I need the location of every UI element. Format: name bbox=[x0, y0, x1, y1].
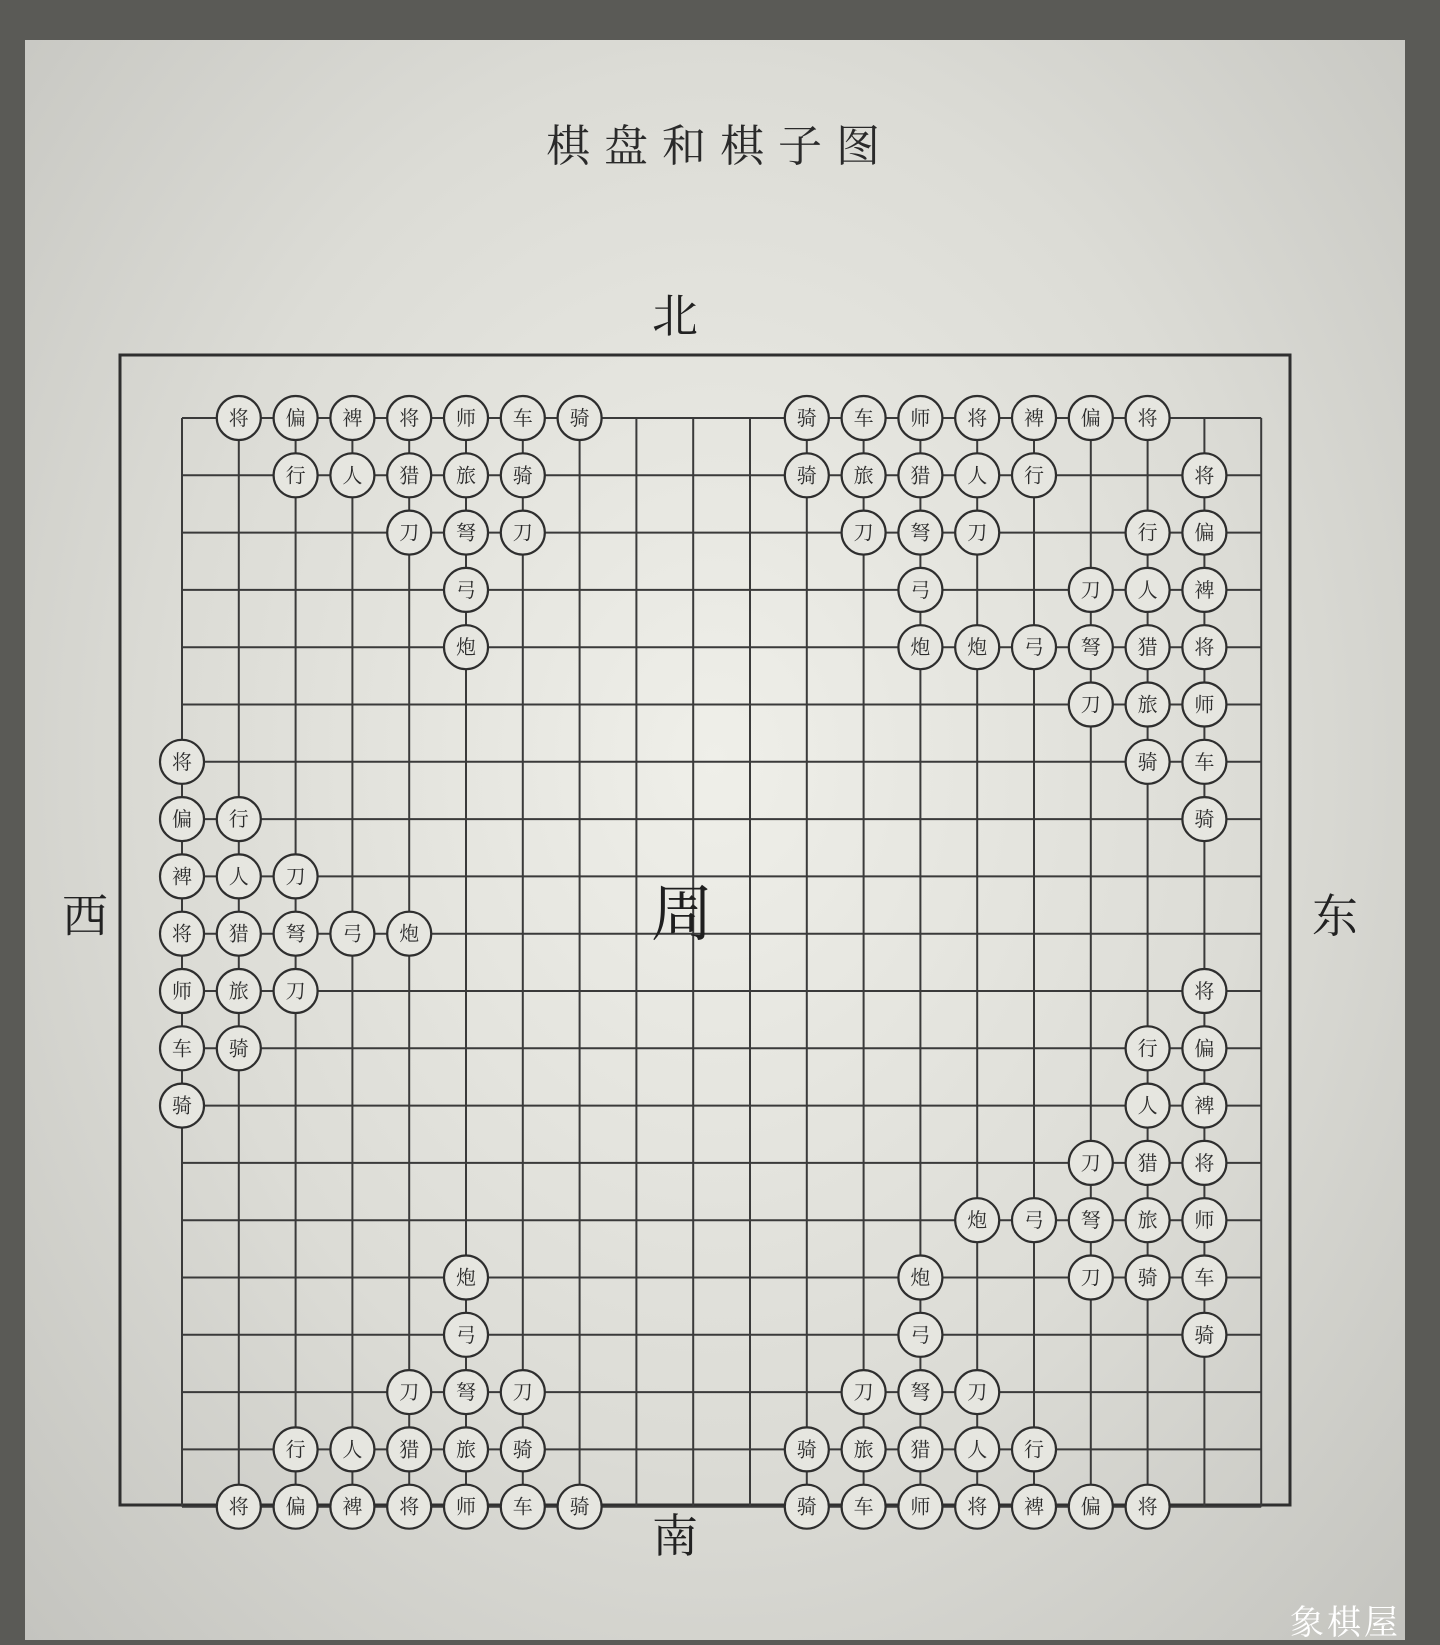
piece bbox=[217, 912, 261, 956]
piece bbox=[387, 511, 431, 555]
piece bbox=[1069, 1198, 1113, 1242]
piece bbox=[160, 969, 204, 1013]
piece-label: 裨 bbox=[172, 864, 192, 889]
piece-label: 偏 bbox=[1194, 520, 1215, 545]
piece bbox=[955, 396, 999, 440]
piece-label: 车 bbox=[512, 1494, 533, 1519]
piece bbox=[842, 511, 886, 555]
piece-label: 将 bbox=[1137, 406, 1158, 430]
piece bbox=[387, 1370, 431, 1414]
piece bbox=[160, 1084, 204, 1128]
piece-label: 弩 bbox=[1080, 1208, 1101, 1233]
piece-label: 炮 bbox=[456, 1265, 476, 1290]
piece bbox=[558, 1485, 602, 1529]
piece bbox=[955, 453, 999, 497]
piece-label: 将 bbox=[967, 1494, 988, 1519]
piece bbox=[1069, 625, 1113, 669]
piece bbox=[501, 453, 545, 497]
piece-label: 车 bbox=[172, 1036, 192, 1061]
piece-label: 将 bbox=[172, 749, 192, 774]
piece bbox=[387, 396, 431, 440]
piece-label: 刀 bbox=[1080, 1265, 1101, 1290]
piece bbox=[898, 1427, 942, 1471]
piece-label: 骑 bbox=[796, 1437, 817, 1462]
piece-label: 猎 bbox=[1137, 1150, 1158, 1175]
piece bbox=[1012, 625, 1056, 669]
watermark: 象棋屋 bbox=[1290, 1603, 1401, 1643]
piece bbox=[217, 396, 261, 440]
piece-label: 骑 bbox=[1137, 749, 1158, 774]
piece bbox=[387, 453, 431, 497]
center-label: 周 bbox=[650, 877, 714, 950]
piece bbox=[1012, 1427, 1056, 1471]
piece bbox=[898, 1256, 942, 1300]
piece-label: 裨 bbox=[342, 1494, 363, 1519]
piece-label: 偏 bbox=[1194, 1036, 1215, 1061]
direction-south: 南 bbox=[652, 1509, 698, 1563]
piece-label: 猎 bbox=[910, 1437, 931, 1462]
piece bbox=[444, 1485, 488, 1529]
piece-label: 骑 bbox=[512, 463, 533, 488]
piece-label: 弓 bbox=[342, 921, 363, 946]
piece bbox=[387, 1427, 431, 1471]
piece bbox=[160, 740, 204, 784]
piece-label: 行 bbox=[1137, 1036, 1158, 1061]
piece-label: 人 bbox=[228, 864, 249, 889]
piece-label: 将 bbox=[1137, 1494, 1158, 1519]
piece bbox=[1182, 797, 1226, 841]
piece-label: 车 bbox=[853, 1494, 874, 1519]
piece-label: 车 bbox=[1194, 749, 1215, 774]
piece-label: 弩 bbox=[285, 921, 306, 946]
piece-label: 骑 bbox=[228, 1036, 249, 1061]
piece bbox=[1126, 1026, 1170, 1070]
piece-label: 行 bbox=[1024, 1437, 1044, 1462]
piece-label: 将 bbox=[1194, 463, 1215, 488]
piece bbox=[217, 1026, 261, 1070]
piece bbox=[274, 1427, 318, 1471]
piece bbox=[330, 1485, 374, 1529]
piece bbox=[1182, 511, 1226, 555]
direction-west: 西 bbox=[62, 889, 108, 943]
piece-label: 骑 bbox=[796, 463, 817, 488]
piece bbox=[898, 396, 942, 440]
piece bbox=[1126, 1084, 1170, 1128]
piece bbox=[1126, 1485, 1170, 1529]
piece-label: 旅 bbox=[456, 463, 476, 488]
piece-label: 弩 bbox=[910, 520, 931, 545]
piece-label: 弩 bbox=[1080, 635, 1101, 660]
piece bbox=[898, 511, 942, 555]
piece-label: 刀 bbox=[967, 520, 988, 545]
piece-label: 弩 bbox=[910, 1380, 931, 1405]
piece-label: 刀 bbox=[1080, 692, 1101, 717]
piece-label: 骑 bbox=[512, 1437, 533, 1462]
piece-label: 刀 bbox=[853, 1380, 874, 1405]
piece bbox=[444, 1256, 488, 1300]
piece bbox=[1182, 1313, 1226, 1357]
piece bbox=[1012, 1485, 1056, 1529]
piece bbox=[501, 396, 545, 440]
piece bbox=[330, 453, 374, 497]
piece-label: 弓 bbox=[910, 1322, 931, 1347]
piece bbox=[217, 854, 261, 898]
piece bbox=[842, 1370, 886, 1414]
piece-label: 裨 bbox=[1024, 1494, 1044, 1519]
piece-label: 炮 bbox=[967, 1208, 988, 1233]
piece bbox=[955, 1370, 999, 1414]
piece bbox=[1182, 625, 1226, 669]
piece bbox=[1012, 453, 1056, 497]
piece-label: 刀 bbox=[285, 864, 306, 889]
piece-label: 将 bbox=[228, 406, 249, 430]
piece-label: 弩 bbox=[456, 1380, 476, 1405]
piece bbox=[1126, 1198, 1170, 1242]
piece-label: 旅 bbox=[1137, 692, 1158, 717]
piece-label: 刀 bbox=[1080, 1150, 1101, 1175]
piece-label: 刀 bbox=[512, 1380, 533, 1405]
piece-label: 将 bbox=[172, 921, 192, 946]
direction-east: 东 bbox=[1312, 889, 1358, 943]
piece bbox=[955, 1198, 999, 1242]
piece-label: 旅 bbox=[853, 1437, 874, 1462]
piece bbox=[274, 396, 318, 440]
piece-label: 骑 bbox=[796, 1494, 817, 1519]
piece bbox=[1126, 683, 1170, 727]
piece bbox=[1126, 1256, 1170, 1300]
piece bbox=[785, 1427, 829, 1471]
piece-label: 炮 bbox=[967, 635, 988, 660]
piece bbox=[1126, 740, 1170, 784]
piece bbox=[1182, 683, 1226, 727]
piece-label: 裨 bbox=[1194, 577, 1215, 602]
piece bbox=[501, 1485, 545, 1529]
piece bbox=[1069, 1141, 1113, 1185]
piece bbox=[1012, 1198, 1056, 1242]
piece-label: 将 bbox=[399, 406, 420, 430]
piece bbox=[501, 1427, 545, 1471]
piece-label: 弓 bbox=[910, 577, 931, 602]
piece-label: 旅 bbox=[228, 979, 249, 1003]
piece bbox=[1069, 1256, 1113, 1300]
piece-label: 骑 bbox=[796, 406, 817, 430]
piece bbox=[160, 797, 204, 841]
piece bbox=[217, 797, 261, 841]
piece-label: 行 bbox=[1137, 520, 1158, 545]
piece bbox=[1126, 1141, 1170, 1185]
piece-label: 师 bbox=[456, 1494, 476, 1519]
piece bbox=[1182, 1198, 1226, 1242]
piece bbox=[387, 912, 431, 956]
piece-label: 车 bbox=[512, 406, 533, 430]
piece-label: 刀 bbox=[512, 520, 533, 545]
piece-label: 骑 bbox=[1137, 1265, 1158, 1290]
piece bbox=[217, 969, 261, 1013]
piece-label: 旅 bbox=[1137, 1208, 1158, 1233]
piece-label: 骑 bbox=[1194, 807, 1215, 832]
piece bbox=[1069, 568, 1113, 612]
piece-label: 炮 bbox=[910, 1265, 931, 1290]
piece-label: 将 bbox=[399, 1494, 420, 1519]
piece bbox=[1069, 1485, 1113, 1529]
piece bbox=[274, 969, 318, 1013]
direction-north: 北 bbox=[652, 289, 698, 343]
piece-label: 人 bbox=[1137, 577, 1158, 602]
piece bbox=[1069, 396, 1113, 440]
piece bbox=[444, 1313, 488, 1357]
piece bbox=[785, 1485, 829, 1529]
piece-label: 将 bbox=[1194, 1150, 1215, 1175]
piece-label: 人 bbox=[1137, 1093, 1158, 1118]
piece-label: 偏 bbox=[285, 406, 306, 430]
piece bbox=[1182, 453, 1226, 497]
piece-label: 人 bbox=[967, 463, 988, 488]
piece-label: 骑 bbox=[569, 406, 590, 430]
piece-label: 师 bbox=[172, 979, 192, 1003]
piece bbox=[785, 396, 829, 440]
piece bbox=[955, 625, 999, 669]
piece-label: 旅 bbox=[456, 1437, 476, 1462]
piece-label: 猎 bbox=[399, 1437, 420, 1462]
piece bbox=[898, 568, 942, 612]
piece-label: 刀 bbox=[1080, 577, 1101, 602]
piece-label: 炮 bbox=[399, 921, 420, 946]
piece-label: 刀 bbox=[853, 520, 874, 545]
piece bbox=[501, 1370, 545, 1414]
piece-label: 裨 bbox=[342, 406, 363, 430]
piece bbox=[1012, 396, 1056, 440]
piece bbox=[160, 912, 204, 956]
piece-label: 猎 bbox=[399, 463, 420, 488]
piece-label: 偏 bbox=[285, 1494, 306, 1519]
piece bbox=[444, 511, 488, 555]
piece bbox=[160, 1026, 204, 1070]
piece-label: 行 bbox=[228, 807, 249, 832]
piece-label: 炮 bbox=[456, 635, 476, 660]
piece-label: 裨 bbox=[1024, 406, 1044, 430]
piece-label: 骑 bbox=[569, 1494, 590, 1519]
piece bbox=[444, 453, 488, 497]
piece-label: 弓 bbox=[1024, 1208, 1044, 1233]
piece-label: 师 bbox=[1194, 692, 1215, 717]
piece-label: 师 bbox=[910, 406, 931, 430]
piece bbox=[842, 396, 886, 440]
piece bbox=[558, 396, 602, 440]
piece bbox=[274, 453, 318, 497]
piece-label: 将 bbox=[1194, 635, 1215, 660]
piece-label: 人 bbox=[967, 1437, 988, 1462]
piece-label: 将 bbox=[228, 1494, 249, 1519]
piece-label: 弓 bbox=[456, 577, 476, 602]
piece bbox=[898, 1370, 942, 1414]
piece-label: 裨 bbox=[1194, 1093, 1215, 1118]
piece bbox=[444, 625, 488, 669]
piece-label: 弓 bbox=[456, 1322, 476, 1347]
piece bbox=[274, 1485, 318, 1529]
piece bbox=[1182, 1026, 1226, 1070]
piece bbox=[274, 854, 318, 898]
piece bbox=[898, 625, 942, 669]
piece bbox=[1182, 1084, 1226, 1128]
piece-label: 猎 bbox=[228, 921, 249, 946]
piece-label: 弓 bbox=[1024, 635, 1044, 660]
piece bbox=[217, 1485, 261, 1529]
piece bbox=[444, 568, 488, 612]
piece bbox=[1182, 740, 1226, 784]
piece-label: 炮 bbox=[910, 635, 931, 660]
piece-label: 旅 bbox=[853, 463, 874, 488]
piece-label: 刀 bbox=[399, 520, 420, 545]
piece-label: 将 bbox=[1194, 979, 1215, 1003]
piece bbox=[444, 1370, 488, 1414]
piece bbox=[1182, 1256, 1226, 1300]
piece-label: 弩 bbox=[456, 520, 476, 545]
piece bbox=[330, 912, 374, 956]
piece bbox=[785, 453, 829, 497]
piece-label: 车 bbox=[1194, 1265, 1215, 1290]
piece bbox=[160, 854, 204, 898]
piece bbox=[1126, 396, 1170, 440]
piece bbox=[274, 912, 318, 956]
piece-label: 行 bbox=[285, 1437, 306, 1462]
diagram-title: 棋盘和棋子图 bbox=[546, 121, 894, 172]
piece bbox=[501, 511, 545, 555]
piece-label: 行 bbox=[285, 463, 306, 488]
piece-label: 骑 bbox=[1194, 1322, 1215, 1347]
piece bbox=[955, 1485, 999, 1529]
piece bbox=[444, 396, 488, 440]
piece-label: 师 bbox=[910, 1494, 931, 1519]
piece-label: 行 bbox=[1024, 463, 1044, 488]
piece bbox=[1126, 625, 1170, 669]
piece-label: 偏 bbox=[172, 807, 192, 832]
piece-label: 师 bbox=[1194, 1208, 1215, 1233]
piece bbox=[1126, 511, 1170, 555]
piece bbox=[330, 396, 374, 440]
piece-label: 将 bbox=[967, 406, 988, 430]
piece bbox=[444, 1427, 488, 1471]
piece bbox=[330, 1427, 374, 1471]
piece bbox=[898, 1313, 942, 1357]
piece bbox=[842, 1427, 886, 1471]
piece-label: 刀 bbox=[285, 979, 306, 1003]
piece-label: 猎 bbox=[1137, 635, 1158, 660]
piece-label: 刀 bbox=[967, 1380, 988, 1405]
piece-label: 偏 bbox=[1080, 1494, 1101, 1519]
piece bbox=[898, 1485, 942, 1529]
piece-label: 偏 bbox=[1080, 406, 1101, 430]
piece bbox=[387, 1485, 431, 1529]
piece bbox=[955, 1427, 999, 1471]
piece bbox=[1182, 969, 1226, 1013]
piece-label: 车 bbox=[853, 406, 874, 430]
piece-label: 猎 bbox=[910, 463, 931, 488]
piece bbox=[898, 453, 942, 497]
piece-label: 人 bbox=[342, 1437, 363, 1462]
piece-label: 刀 bbox=[399, 1380, 420, 1405]
piece-label: 师 bbox=[456, 406, 476, 430]
piece bbox=[1182, 1141, 1226, 1185]
piece bbox=[1126, 568, 1170, 612]
piece-label: 骑 bbox=[172, 1093, 192, 1118]
piece bbox=[1069, 683, 1113, 727]
piece bbox=[1182, 568, 1226, 612]
piece bbox=[842, 1485, 886, 1529]
piece bbox=[955, 511, 999, 555]
piece bbox=[842, 453, 886, 497]
piece-label: 人 bbox=[342, 463, 363, 488]
